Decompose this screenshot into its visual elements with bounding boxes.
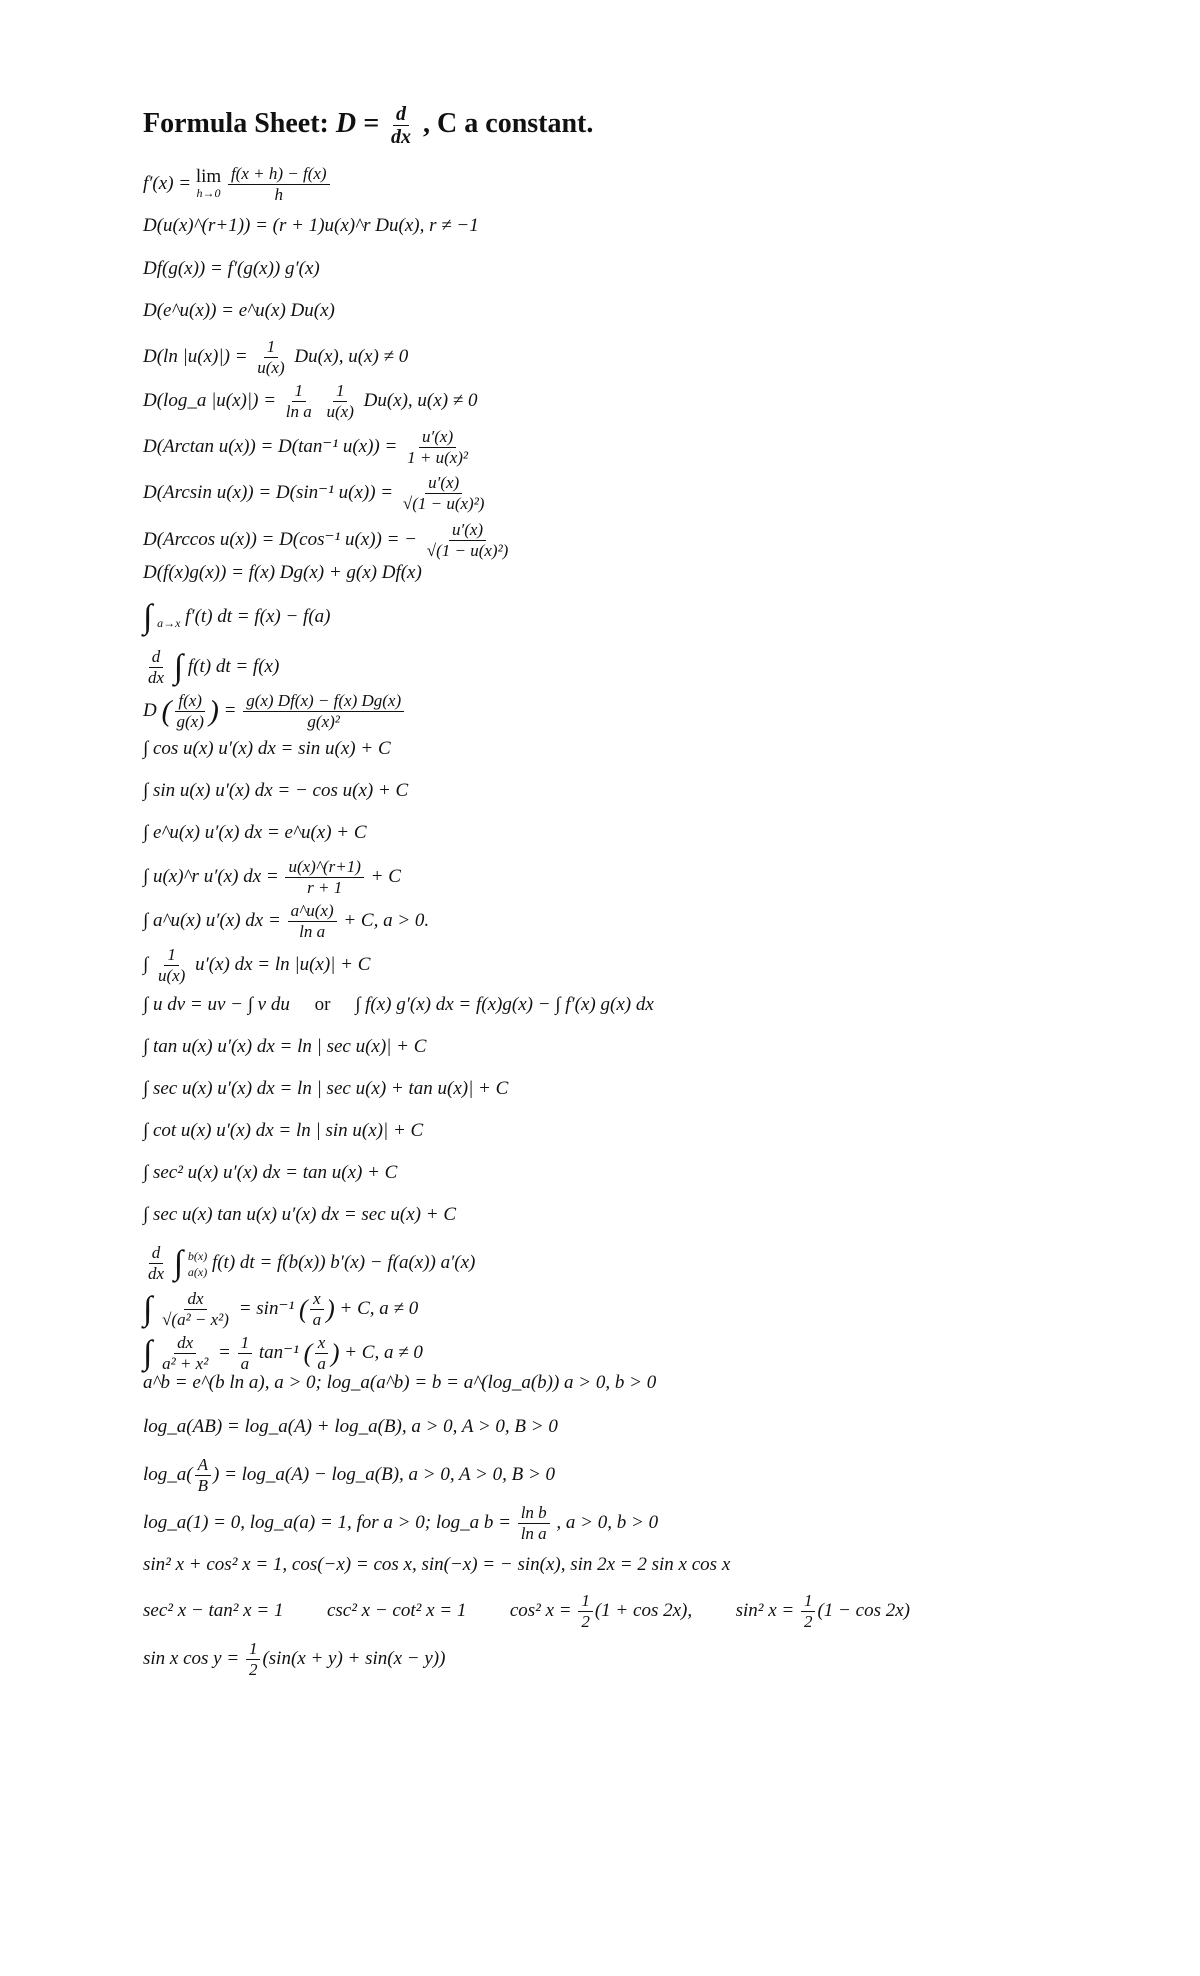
page-title	[143, 104, 593, 147]
formula-part: ) = log_a(A) − log_a(B), a > 0, A > 0, B > 0	[213, 1463, 556, 1485]
formula-part: sin² x =	[735, 1599, 795, 1621]
fraction	[159, 1290, 232, 1329]
numerator: 1	[801, 1592, 816, 1612]
formula-part: f(t) dt = f(b(x)) b′(x) − f(a(x)) a′(x)	[211, 1251, 476, 1273]
fraction	[195, 1456, 211, 1495]
formula-part: D	[143, 699, 157, 721]
denominator: ln a	[299, 922, 326, 941]
formula-power-rule: D(u(x)^(r+1)) = (r + 1)u(x)^r Du(x), r ≠ −1	[143, 215, 479, 236]
formula-part: + C	[370, 865, 401, 887]
numerator: 1	[578, 1592, 593, 1612]
numerator: f(x)	[175, 692, 205, 712]
numerator: 1	[238, 1334, 253, 1354]
numerator: g(x) Df(x) − f(x) Dg(x)	[243, 692, 404, 712]
formula-derivative-definition	[143, 165, 332, 204]
fraction	[578, 1592, 593, 1631]
formula-int-arctan: ∫ $\frac{dx}{\text{a² + x²}}$ = $\frac{1}{a}$ tan⁻¹ ( $\frac{x}{a}$ ) + C, a ≠ 0	[143, 1333, 423, 1373]
formula-arcsin-derivative	[143, 474, 489, 513]
formula-part: u′(x) dx = ln |u(x)| + C	[195, 953, 371, 975]
integral-sign: ∫	[143, 598, 153, 636]
numerator: dx	[184, 1290, 206, 1310]
fraction	[283, 382, 315, 421]
fraction	[159, 1334, 211, 1373]
denominator: a² + x²	[162, 1354, 209, 1373]
fraction	[314, 1334, 329, 1373]
formula-part: = sin⁻¹	[238, 1297, 295, 1319]
denominator: B	[197, 1476, 208, 1495]
formula-int-power	[143, 858, 401, 897]
formula-part: f′(t) dt = f(x) − f(a)	[185, 606, 331, 627]
fraction	[518, 1504, 550, 1543]
fraction	[254, 338, 287, 377]
formula-part: ∫	[143, 953, 149, 975]
lower-limit: a(x)	[187, 1264, 208, 1279]
formula-ftc-2	[143, 648, 279, 687]
fraction	[145, 1244, 167, 1283]
fraction	[324, 382, 357, 421]
formula-part: D(Arctan u(x)) = D(tan⁻¹ u(x)) =	[143, 435, 398, 457]
numerator: f(x + h) − f(x)	[228, 165, 330, 185]
denominator: 1 + u(x)²	[407, 448, 469, 467]
integral-sign: ∫	[173, 648, 184, 686]
fraction	[173, 692, 206, 731]
fraction	[228, 165, 330, 204]
denominator: √(1 − u(x)²)	[402, 494, 485, 513]
formula-ln-derivative	[143, 338, 408, 377]
denominator: g(x)	[176, 712, 204, 731]
title-lead: Formula Sheet:	[143, 107, 329, 139]
numerator: x	[310, 1290, 324, 1310]
denominator: g(x)²	[307, 712, 340, 731]
denominator: 2	[803, 1612, 813, 1631]
integral-sign: ∫	[173, 1244, 184, 1282]
denominator: dx	[148, 668, 165, 687]
formula-part: ∫ u(x)^r u′(x) dx =	[143, 865, 279, 887]
fraction	[424, 521, 512, 560]
fraction	[801, 1592, 816, 1631]
numerator: d	[149, 648, 164, 668]
formula-part: + C, a ≠ 0	[339, 1297, 419, 1319]
formula-part: f′(x) =	[143, 172, 192, 194]
title-tail: , C a constant.	[423, 107, 594, 139]
fraction	[243, 692, 404, 731]
formula-quotient-rule: D ( $\frac{f(x)}{g(x)}$ ) = $\frac{g(x) Df(x) - f(x) Dg(x)}{\text{g(x)²}}$	[143, 692, 406, 731]
formula-part: (1 − cos 2x)	[817, 1599, 910, 1621]
formula-int-exp-base-a	[143, 902, 429, 941]
numerator: a^u(x)	[288, 902, 337, 922]
formula-part: ∫ f(x) g′(x) dx = f(x)g(x) − ∫ f′(x) g(x) dx	[355, 994, 654, 1015]
fraction	[145, 648, 167, 687]
formula-chain-rule: Df(g(x)) = f′(g(x)) g′(x)	[143, 258, 320, 279]
formula-int-cot: ∫ cot u(x) u′(x) dx = ln | sin u(x)| + C	[143, 1120, 424, 1141]
denominator: 2	[248, 1660, 258, 1679]
formula-int-sec-tan: ∫ sec u(x) tan u(x) u′(x) dx = sec u(x) + C	[143, 1204, 457, 1225]
formula-part: sin x cos y =	[143, 1647, 240, 1669]
formula-pythagorean-half-angle	[143, 1592, 910, 1631]
integral-sign: ∫	[143, 1334, 153, 1372]
denominator: a	[317, 1354, 326, 1373]
formula-int-reciprocal	[143, 946, 370, 985]
formula-int-sec: ∫ sec u(x) u′(x) dx = ln | sec u(x) + tan u(x)| + C	[143, 1078, 509, 1099]
formula-part: csc² x − cot² x = 1	[326, 1599, 467, 1621]
formula-part: log_a(1) = 0, log_a(a) = 1, for a > 0; log_a b =	[143, 1511, 511, 1533]
limit-word: lim	[195, 165, 222, 187]
formula-connector: or	[314, 994, 331, 1015]
formula-part: D(log_a |u(x)|) =	[143, 389, 277, 411]
formula-part: =	[218, 1341, 231, 1363]
fraction	[246, 1640, 261, 1679]
denominator: a	[312, 1310, 322, 1329]
title-fraction	[388, 104, 414, 147]
fraction	[310, 1290, 325, 1329]
denominator: √(a² − x²)	[162, 1310, 229, 1329]
denominator: 2	[581, 1612, 590, 1631]
numerator: x	[315, 1334, 329, 1354]
formula-int-sec-squared: ∫ sec² u(x) u′(x) dx = tan u(x) + C	[143, 1162, 398, 1183]
numerator: d	[149, 1244, 164, 1264]
denominator: dx	[148, 1264, 165, 1283]
numerator: 1	[264, 338, 279, 358]
formula-part: log_a(	[143, 1463, 193, 1485]
numerator: u′(x)	[419, 428, 456, 448]
formula-part: f(t) dt = f(x)	[187, 655, 280, 677]
formula-log-quotient	[143, 1456, 555, 1495]
formula-part: sec² x − tan² x = 1	[143, 1599, 284, 1621]
formula-part: D(ln |u(x)|) =	[143, 345, 248, 367]
formula-part: ∫ u dv = uv − ∫ v du	[143, 994, 290, 1015]
formula-part: ∫ a^u(x) u′(x) dx =	[143, 909, 281, 931]
formula-exp-log-identities: a^b = e^(b ln a), a > 0; log_a(a^b) = b = a^(log_a(b)) a > 0, b > 0	[143, 1372, 657, 1393]
formula-part: D(Arcsin u(x)) = D(sin⁻¹ u(x)) =	[143, 481, 394, 503]
formula-product-to-sum	[143, 1640, 445, 1679]
limit	[195, 165, 222, 201]
formula-product-rule: D(f(x)g(x)) = f(x) Dg(x) + g(x) Df(x)	[143, 562, 422, 583]
formula-exp-derivative: D(e^u(x)) = e^u(x) Du(x)	[143, 300, 335, 321]
numerator: u′(x)	[449, 521, 486, 541]
formula-log-values-change-of-base	[143, 1504, 658, 1543]
title-frac-num: d	[393, 104, 409, 126]
formula-part: D(Arccos u(x)) = D(cos⁻¹ u(x)) = −	[143, 528, 417, 550]
numerator: 1	[246, 1640, 261, 1660]
formula-arccos-derivative	[143, 521, 513, 560]
limit-under: h→0	[196, 185, 221, 200]
denominator: ln a	[520, 1524, 547, 1543]
denominator: u(x)	[257, 358, 285, 377]
formula-part: Du(x), u(x) ≠ 0	[363, 389, 478, 411]
formula-int-sin: ∫ sin u(x) u′(x) dx = − cos u(x) + C	[143, 780, 409, 801]
formula-log-derivative	[143, 382, 477, 421]
fraction	[288, 902, 337, 941]
numerator: 1	[333, 382, 348, 402]
formula-part: , a > 0, b > 0	[556, 1511, 659, 1533]
formula-part: + C, a > 0.	[343, 909, 430, 931]
formula-int-cos: ∫ cos u(x) u′(x) dx = sin u(x) + C	[143, 738, 391, 759]
formula-part: (sin(x + y) + sin(x − y))	[262, 1647, 446, 1669]
fraction	[155, 946, 188, 985]
formula-int-exp: ∫ e^u(x) u′(x) dx = e^u(x) + C	[143, 822, 367, 843]
integral-bounds: a→x	[157, 615, 181, 630]
denominator: a	[240, 1354, 250, 1373]
fraction	[400, 474, 488, 513]
title-frac-den: dx	[391, 126, 412, 148]
formula-part: tan⁻¹	[258, 1341, 299, 1363]
formula-ftc-1	[143, 598, 331, 636]
integral-limits	[188, 1248, 207, 1280]
formula-leibniz-rule	[143, 1244, 475, 1283]
numerator: dx	[174, 1334, 196, 1354]
numerator: u(x)^(r+1)	[285, 858, 363, 878]
formula-trig-identities: sin² x + cos² x = 1, cos(−x) = cos x, sin(−x) = − sin(x), sin 2x = 2 sin x cos x	[143, 1554, 731, 1575]
denominator: u(x)	[326, 402, 354, 421]
formula-int-arcsin: ∫ $\frac{dx}{\text{√(a² − x²)}}$ = sin⁻¹ ( $\frac{x}{a}$ ) + C, a ≠ 0	[143, 1289, 419, 1329]
numerator: 1	[292, 382, 307, 402]
denominator: √(1 − u(x)²)	[426, 541, 509, 560]
formula-part: cos² x =	[509, 1599, 572, 1621]
title-def: D =	[335, 107, 380, 139]
formula-part: Du(x), u(x) ≠ 0	[294, 345, 409, 367]
numerator: ln b	[518, 1504, 550, 1524]
fraction	[238, 1334, 253, 1373]
formula-part: + C, a ≠ 0	[344, 1341, 423, 1363]
denominator: ln a	[285, 402, 312, 421]
formula-log-product: log_a(AB) = log_a(A) + log_a(B), a > 0, A > 0, B > 0	[143, 1416, 558, 1437]
integral-sign: ∫	[143, 1290, 153, 1328]
upper-limit: b(x)	[187, 1248, 208, 1263]
denominator: u(x)	[157, 966, 186, 985]
formula-integration-by-parts	[143, 994, 654, 1016]
numerator: 1	[164, 946, 179, 966]
denominator: r + 1	[307, 878, 343, 897]
numerator: A	[195, 1456, 211, 1476]
formula-part: (1 + cos 2x),	[594, 1599, 693, 1621]
denominator: h	[274, 185, 283, 204]
fraction	[285, 858, 363, 897]
fraction	[404, 428, 471, 467]
formula-arctan-derivative	[143, 428, 473, 467]
numerator: u′(x)	[425, 474, 462, 494]
formula-int-tan: ∫ tan u(x) u′(x) dx = ln | sec u(x)| + C	[143, 1036, 427, 1057]
